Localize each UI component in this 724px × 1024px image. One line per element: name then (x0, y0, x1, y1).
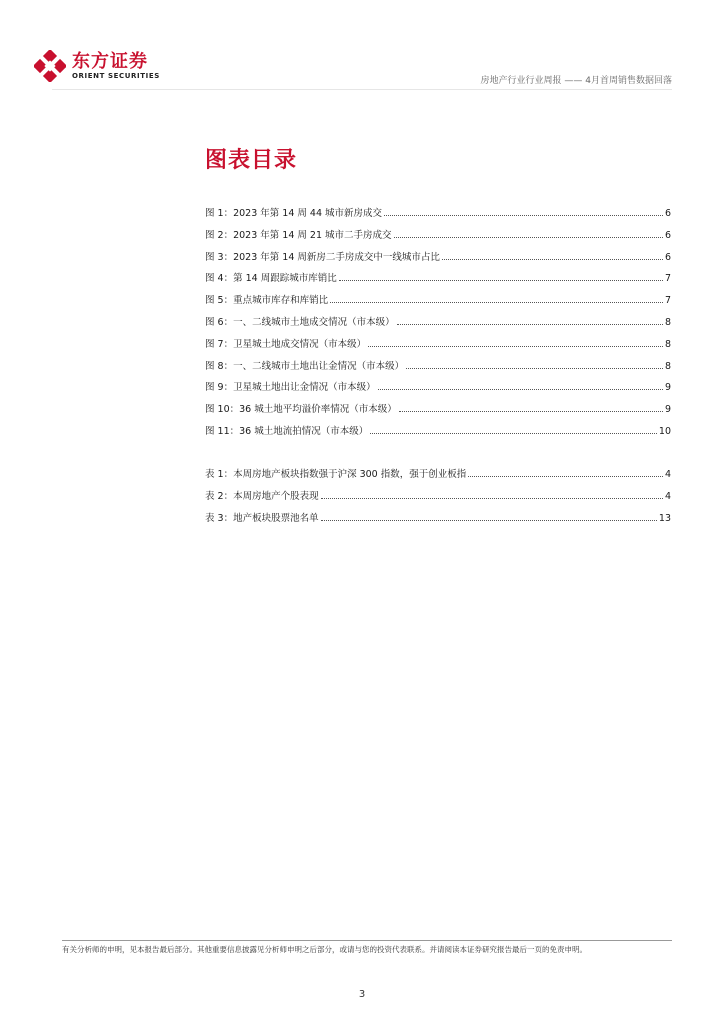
toc-entry-label: 图 5：重点城市库存和库销比 (205, 295, 329, 307)
leader-dots (468, 475, 663, 477)
toc-entry-page: 4 (664, 490, 671, 502)
leader-dots (406, 367, 663, 369)
toc-entry-label: 表 2：本周房地产个股表现 (205, 490, 319, 502)
toc-entry-page: 9 (664, 404, 671, 416)
toc-entry-label: 图 1：2023 年第 14 周 44 城市新房成交 (205, 208, 383, 219)
toc-entry-label: 图 6：一、二线城市土地成交情况（市本级） (205, 316, 395, 328)
leader-dots (321, 519, 657, 521)
toc-figure-entry[interactable] (205, 358, 671, 380)
page-header (0, 0, 724, 92)
toc-entry-page: 7 (664, 273, 671, 285)
company-logo (34, 50, 160, 82)
toc-figure-entry[interactable] (205, 249, 671, 271)
toc-figure-entry[interactable] (205, 336, 671, 358)
toc-figure-entry[interactable] (205, 205, 671, 227)
toc-figure-entry[interactable] (205, 227, 671, 249)
logo-english-name: ORIENT SECURITIES (72, 71, 160, 80)
report-title: 房地产行业行业周报 —— 4月首周销售数据回落 (480, 76, 672, 86)
leader-dots (442, 258, 663, 260)
leader-dots (330, 301, 663, 303)
toc-figure-entry[interactable] (205, 379, 671, 401)
toc-entry-page: 6 (664, 208, 671, 219)
leader-dots (321, 497, 663, 499)
toc-entry-label: 图 3：2023 年第 14 周新房二手房成交中一线城市占比 (205, 251, 440, 263)
leader-dots (339, 279, 663, 281)
page-number: 3 (358, 989, 366, 1000)
toc-table-entry[interactable] (205, 466, 671, 488)
toc-entry-page: 8 (664, 338, 671, 350)
toc-table-entry[interactable] (205, 510, 671, 532)
toc-entry-label: 图 10：36 城土地平均溢价率情况（市本级） (205, 404, 397, 416)
toc-entry-label: 表 3：地产板块股票池名单 (205, 512, 319, 524)
leader-dots (368, 345, 663, 347)
logo-chinese-name: 东方证券 (72, 50, 148, 72)
toc-entry-label: 图 9：卫星城土地出让金情况（市本级） (205, 382, 376, 394)
leader-dots (399, 410, 663, 412)
orient-securities-logo-icon (34, 50, 66, 82)
toc-figure-entry[interactable] (205, 270, 671, 292)
toc-figure-entry[interactable] (205, 292, 671, 314)
leader-dots (378, 388, 663, 390)
toc-entry-label: 表 1：本周房地产板块指数强于沪深 300 指数，强于创业板指 (205, 469, 467, 480)
disclaimer-note: 有关分析师的申明，见本报告最后部分。其他重要信息披露见分析师申明之后部分，或请与您的投资代表联系。并请阅读本证券研究报告最后一页的免责申明。 (62, 945, 587, 954)
leader-dots (394, 236, 663, 238)
toc-entry-page: 6 (664, 229, 671, 241)
toc-entry-label: 图 7：卫星城土地成交情况（市本级） (205, 338, 367, 350)
leader-dots (370, 432, 657, 434)
footer-divider (62, 940, 672, 941)
toc-entry-page: 6 (664, 251, 671, 263)
toc-entry-label: 图 2：2023 年第 14 周 21 城市二手房成交 (205, 229, 392, 241)
toc-table-entry[interactable] (205, 488, 671, 510)
leader-dots (397, 323, 663, 325)
table-list (205, 466, 671, 531)
toc-entry-page: 9 (664, 382, 671, 394)
leader-dots (384, 214, 663, 216)
toc-entry-page: 8 (664, 360, 671, 372)
toc-figure-entry[interactable] (205, 423, 671, 445)
toc-entry-page: 4 (664, 469, 671, 480)
toc-entry-page: 7 (664, 295, 671, 307)
toc-heading: 图表目录 (205, 148, 298, 173)
figure-list (205, 205, 671, 445)
toc-figure-entry[interactable] (205, 314, 671, 336)
header-divider (52, 89, 672, 90)
toc-entry-label: 图 8：一、二线城市土地出让金情况（市本级） (205, 360, 405, 372)
toc-entry-page: 13 (658, 512, 671, 524)
toc-figure-entry[interactable] (205, 401, 671, 423)
toc-entry-label: 图 11：36 城土地流拍情况（市本级） (205, 425, 369, 437)
toc-entry-page: 8 (664, 316, 671, 328)
toc-entry-page: 10 (658, 425, 671, 437)
toc-entry-label: 图 4：第 14 周跟踪城市库销比 (205, 273, 337, 285)
